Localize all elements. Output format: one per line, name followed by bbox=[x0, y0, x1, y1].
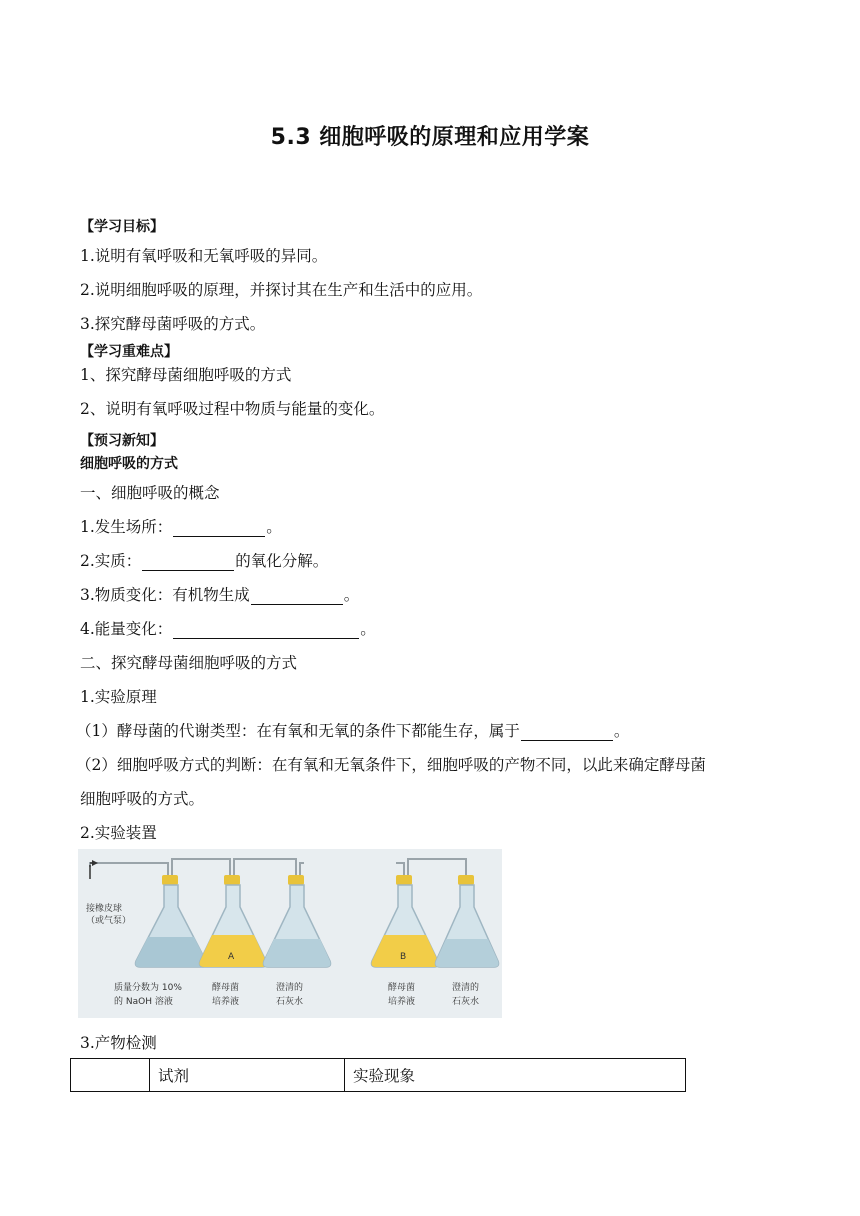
part2-heading: 二、探究酵母菌细胞呼吸的方式 bbox=[80, 654, 298, 672]
caption-yeast-a: 酵母菌 bbox=[212, 983, 240, 993]
caption-limewater-1: 石灰水 bbox=[276, 997, 304, 1007]
table-header-row bbox=[71, 1059, 686, 1092]
goal-item: 3.探究酵母菌呼吸的方式。 bbox=[80, 315, 266, 333]
fill-in-question bbox=[80, 549, 328, 571]
question-text: （1）酵母菌的代谢类型：在有氧和无氧的条件下都能生存，属于 bbox=[76, 722, 520, 740]
preview-subheading: 细胞呼吸的方式 bbox=[80, 456, 178, 472]
caption-limewater-2: 石灰水 bbox=[452, 997, 480, 1007]
fill-in-question bbox=[80, 515, 282, 537]
answer-blank[interactable] bbox=[173, 622, 359, 639]
answer-blank[interactable] bbox=[173, 520, 265, 537]
goals-heading: 【学习目标】 bbox=[80, 219, 164, 235]
goal-item: 2.说明细胞呼吸的原理，并探讨其在生产和生活中的应用。 bbox=[80, 281, 483, 299]
section-item: 3.产物检测 bbox=[80, 1034, 157, 1052]
question-text: 。 bbox=[266, 518, 282, 536]
caption-naoh: 的 NaOH 溶液 bbox=[114, 997, 173, 1007]
key-points-heading: 【学习重难点】 bbox=[80, 344, 178, 360]
experiment-apparatus-figure bbox=[78, 849, 502, 1018]
product-detection-table bbox=[70, 1058, 686, 1092]
question-text: 3.物质变化：有机物生成 bbox=[80, 586, 250, 604]
table-header-cell: 试剂 bbox=[150, 1059, 345, 1092]
answer-blank[interactable] bbox=[521, 724, 613, 741]
key-point-item: 2、说明有氧呼吸过程中物质与能量的变化。 bbox=[80, 400, 385, 418]
pump-label: 接橡皮球 bbox=[86, 904, 123, 914]
caption-limewater-2: 澄清的 bbox=[452, 983, 480, 993]
question-text: 。 bbox=[343, 586, 360, 604]
section-item: 2.实验装置 bbox=[80, 824, 157, 842]
caption-yeast-a: 培养液 bbox=[212, 997, 240, 1007]
apparatus-illustration bbox=[78, 849, 502, 1018]
answer-blank[interactable] bbox=[142, 554, 234, 571]
preview-heading: 【预习新知】 bbox=[80, 433, 164, 449]
fill-in-question bbox=[76, 719, 629, 741]
caption-yeast-b: 酵母菌 bbox=[388, 983, 416, 993]
caption-yeast-b: 培养液 bbox=[388, 997, 416, 1007]
caption-limewater-1: 澄清的 bbox=[276, 983, 304, 993]
table-header-cell: 实验现象 bbox=[345, 1059, 686, 1092]
document-title: 5.3 细胞呼吸的原理和应用学案 bbox=[270, 125, 590, 150]
paragraph-line: 细胞呼吸的方式。 bbox=[80, 790, 205, 808]
question-text: 。 bbox=[613, 722, 630, 740]
part1-heading: 一、细胞呼吸的概念 bbox=[80, 484, 220, 502]
question-text: 2.实质： bbox=[80, 552, 142, 570]
goal-item: 1.说明有氧呼吸和无氧呼吸的异同。 bbox=[80, 247, 328, 265]
caption-naoh: 质量分数为 10% bbox=[114, 983, 182, 993]
fill-in-question bbox=[80, 583, 359, 605]
key-point-item: 1、探究酵母菌细胞呼吸的方式 bbox=[80, 366, 292, 384]
table-header-cell bbox=[71, 1059, 150, 1092]
question-text: 1.发生场所： bbox=[80, 518, 173, 536]
pump-label: （或气泵） bbox=[86, 916, 132, 926]
question-text: 。 bbox=[360, 620, 376, 638]
question-text: 的氧化分解。 bbox=[235, 552, 329, 570]
fill-in-question bbox=[80, 617, 376, 639]
question-text: 4.能量变化： bbox=[80, 620, 173, 638]
paragraph-line: （2）细胞呼吸方式的判断：在有氧和无氧条件下，细胞呼吸的产物不同，以此来确定酵母菌 bbox=[76, 756, 706, 774]
flask-label-b: B bbox=[400, 952, 407, 962]
flask-label-a: A bbox=[228, 952, 235, 962]
section-item: 1.实验原理 bbox=[80, 688, 157, 706]
answer-blank[interactable] bbox=[251, 588, 343, 605]
